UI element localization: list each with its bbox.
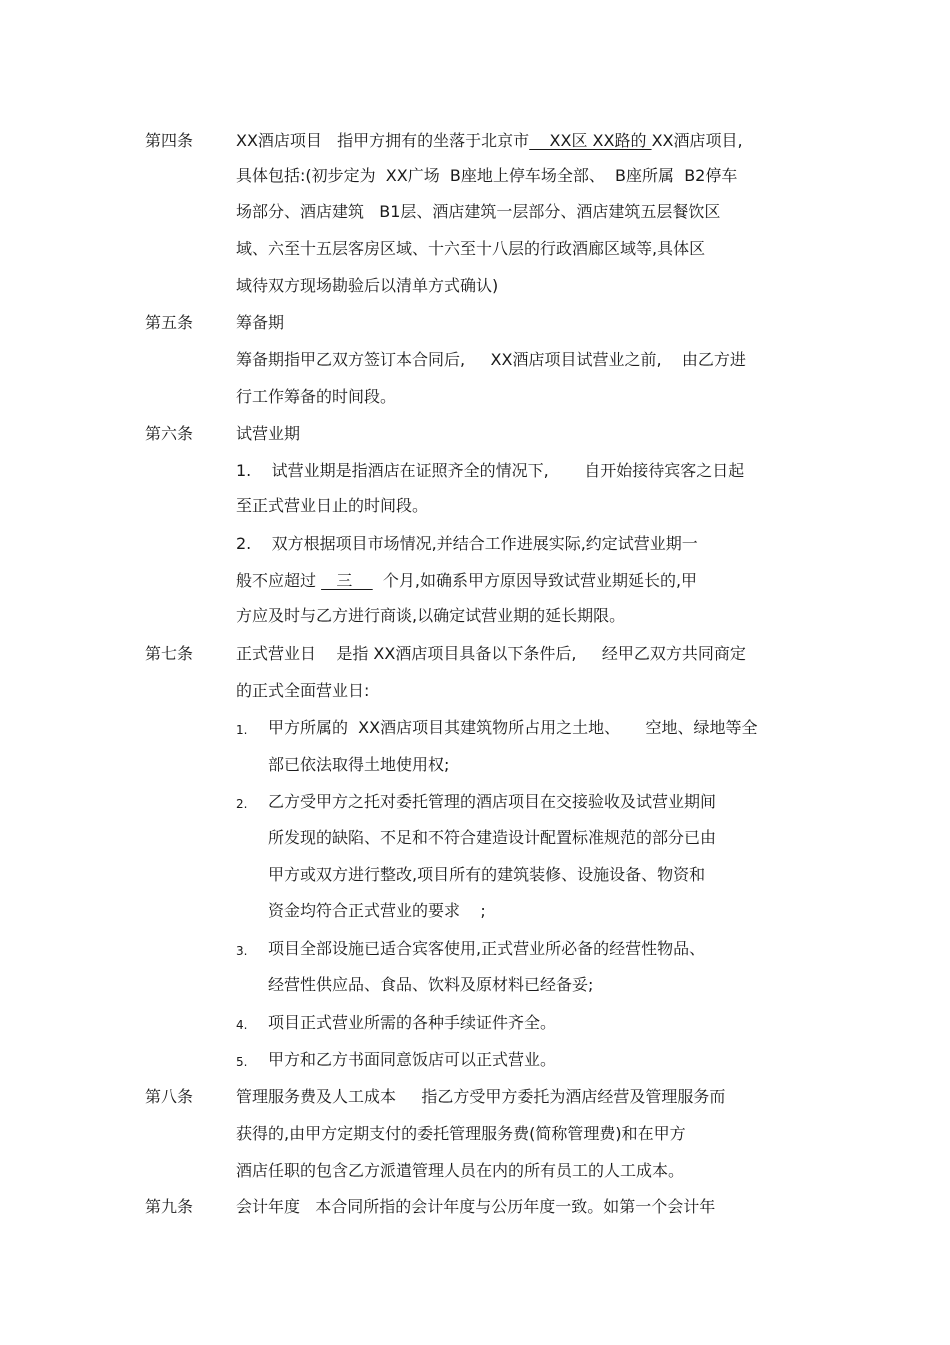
article-6-line-1: 1. 试营业期是指酒店在证照齐全的情况下, 自开始接待宾客之日起 — [236, 461, 745, 480]
article-4-line-4: 域、六至十五层客房区域、十六至十八层的行政酒廊区域等,具体区 — [236, 239, 706, 258]
article-6-line-4 — [236, 571, 697, 591]
article-8-label: 第八条 — [145, 1087, 194, 1106]
article-7-item-3-line-1: 项目全部设施已适合宾客使用,正式营业所必备的经营性物品、 — [268, 939, 706, 958]
article-7-item-3-number: 3. — [236, 944, 248, 958]
article-9-label: 第九条 — [145, 1197, 194, 1216]
article-8-line-2: 获得的,由甲方定期支付的委托管理服务费(简称管理费)和在甲方 — [236, 1124, 686, 1143]
article-4-location-blank: XX区 XX路的 — [529, 131, 652, 150]
article-7-line-1: 正式营业日 是指 XX酒店项目具备以下条件后, 经甲乙双方共同商定 — [236, 644, 746, 663]
article-7-item-1-number: 1. — [236, 723, 248, 737]
article-7-item-5-number: 5. — [236, 1055, 248, 1069]
article-7-item-2-line-3: 甲方或双方进行整改,项目所有的建筑装修、设施设备、物资和 — [268, 865, 706, 884]
article-5-line-1: 筹备期指甲乙双方签订本合同后, XX酒店项目试营业之前, 由乙方进 — [236, 350, 746, 369]
article-4-line-2: 具体包括:(初步定为 XX广场 B座地上停车场全部、 B座所属 B2停车 — [236, 166, 738, 185]
article-6-label: 第六条 — [145, 424, 194, 443]
article-7-item-1-line-2: 部已依法取得土地使用权; — [268, 755, 450, 774]
article-4-line-1-end: XX酒店项目, — [651, 131, 743, 150]
article-7-item-2-line-4: 资金均符合正式营业的要求 ; — [268, 901, 486, 920]
article-8-line-1: 管理服务费及人工成本 指乙方受甲方委托为酒店经营及管理服务而 — [236, 1087, 726, 1106]
article-6-line-4-end: 个月,如确系甲方原因导致试营业期延长的,甲 — [372, 571, 698, 590]
article-6-line-4-start: 般不应超过 — [236, 571, 322, 590]
article-7-item-2-line-1: 乙方受甲方之托对委托管理的酒店项目在交接验收及试营业期间 — [268, 792, 717, 811]
article-4-line-1-start: XX酒店项目 指甲方拥有的坐落于北京市 — [236, 131, 530, 150]
article-5-label: 第五条 — [145, 313, 194, 332]
article-4-line-5: 域待双方现场勘验后以清单方式确认) — [236, 276, 499, 295]
article-5-line-2: 行工作筹备的时间段。 — [236, 387, 397, 406]
article-7-item-2-line-2: 所发现的缺陷、不足和不符合建造设计配置标准规范的部分已由 — [268, 828, 717, 847]
article-7-item-4-number: 4. — [236, 1018, 248, 1032]
article-6-line-2: 至正式营业日止的时间段。 — [236, 496, 429, 515]
article-7-item-4-line-1: 项目正式营业所需的各种手续证件齐全。 — [268, 1013, 557, 1032]
article-7-item-1-line-1: 甲方所属的 XX酒店项目其建筑物所占用之土地、 空地、绿地等全 — [268, 718, 758, 737]
article-7-label: 第七条 — [145, 644, 194, 663]
article-7-line-2: 的正式全面营业日: — [236, 681, 370, 700]
article-8-line-3: 酒店任职的包含乙方派遣管理人员在内的所有员工的人工成本。 — [236, 1161, 685, 1180]
article-9-line-1: 会计年度 本合同所指的会计年度与公历年度一致。如第一个会计年 — [236, 1197, 716, 1216]
article-6-line-3: 2. 双方根据项目市场情况,并结合工作进展实际,约定试营业期一 — [236, 534, 698, 553]
article-7-item-3-line-2: 经营性供应品、食品、饮料及原材料已经备妥; — [268, 975, 594, 994]
article-6-months-blank: 三 — [321, 571, 373, 590]
article-5-title: 筹备期 — [236, 313, 285, 332]
article-7-item-5-line-1: 甲方和乙方书面同意饭店可以正式营业。 — [268, 1050, 557, 1069]
article-4-line-3: 场部分、酒店建筑 B1层、酒店建筑一层部分、酒店建筑五层餐饮区 — [236, 202, 721, 221]
article-4-label: 第四条 — [145, 131, 194, 150]
article-4-line-1 — [236, 131, 743, 151]
article-7-item-2-number: 2. — [236, 797, 248, 811]
article-6-title: 试营业期 — [236, 424, 301, 443]
article-6-line-5: 方应及时与乙方进行商谈,以确定试营业期的延长期限。 — [236, 606, 626, 625]
